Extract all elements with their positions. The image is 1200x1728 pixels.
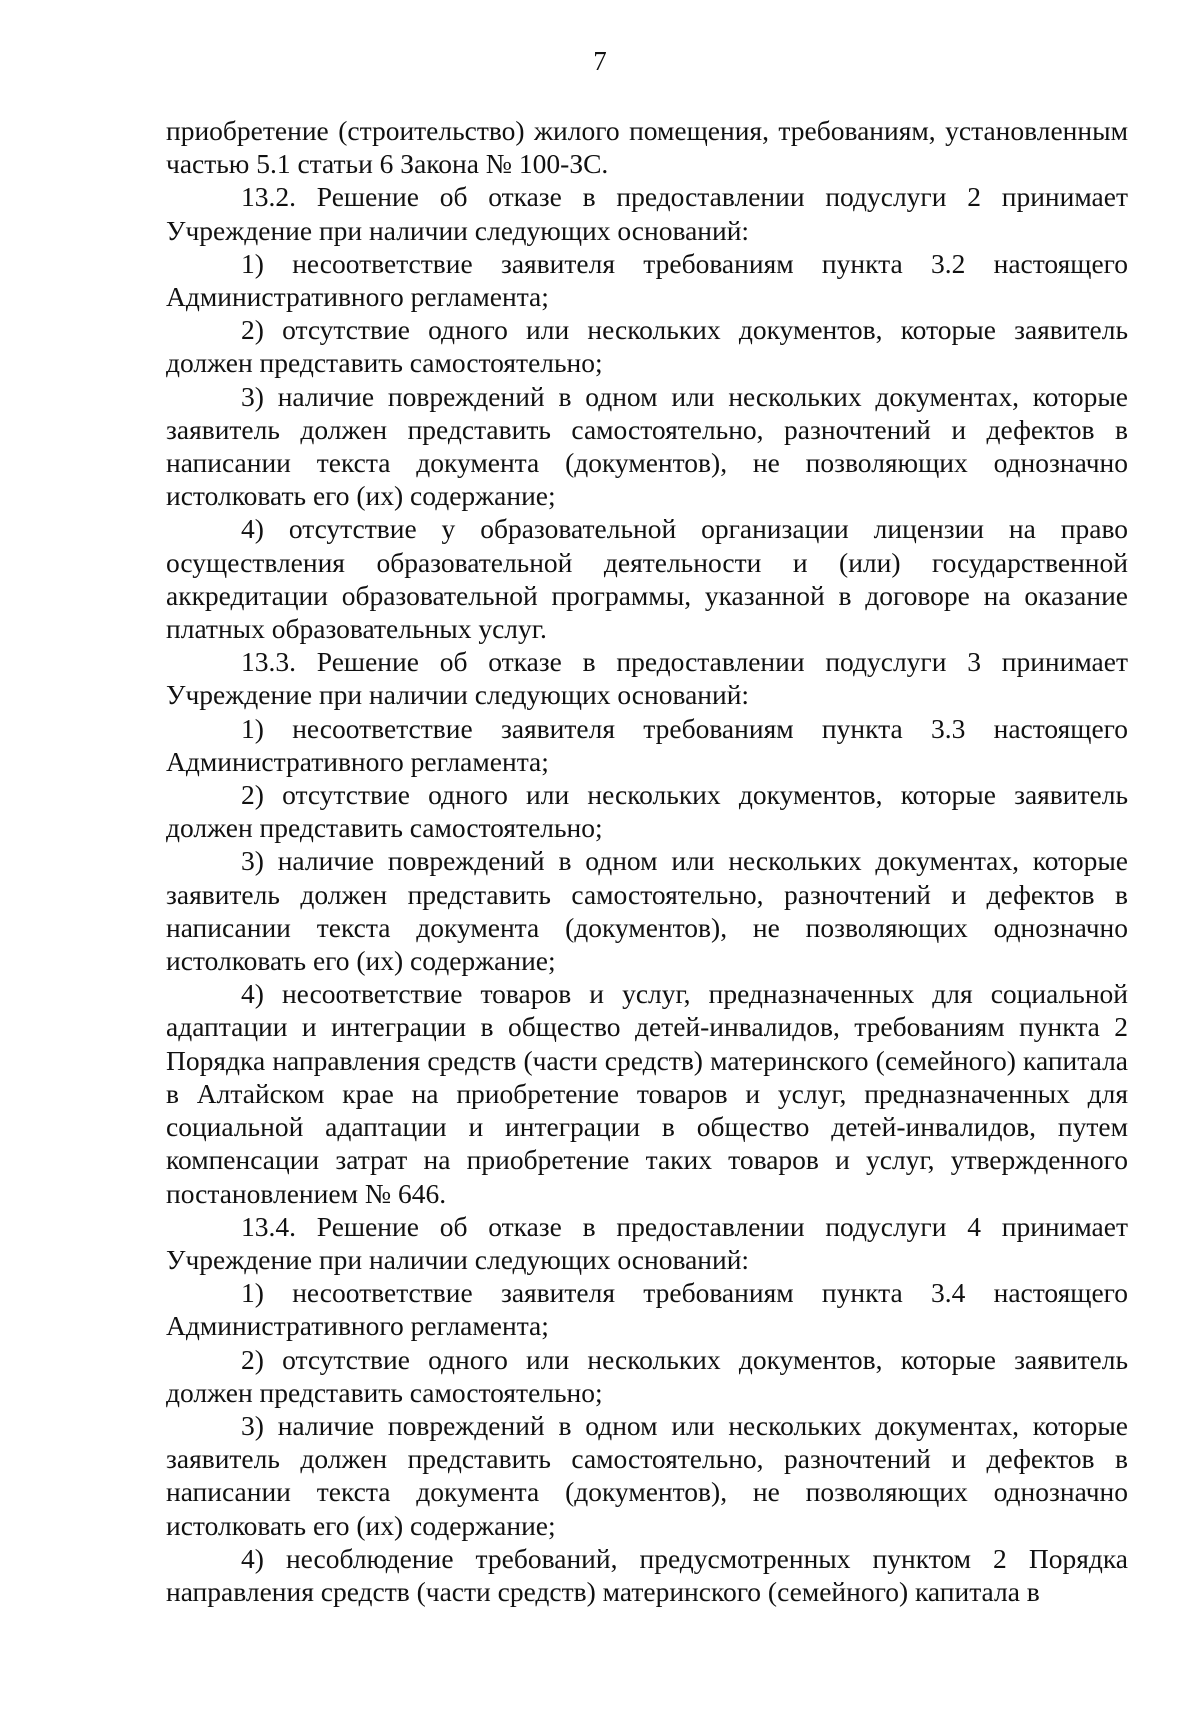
paragraph-13-3-item-1: 1) несоответствие заявителя требованиям пункта 3.3 настоящего Административного регламента; [166, 712, 1128, 777]
paragraph-13-4-item-2: 2) отсутствие одного или нескольких документов, которые заявитель должен представить самостоятельно; [166, 1343, 1128, 1408]
paragraph-13-3-item-3: 3) наличие повреждений в одном или нескольких документах, которые заявитель должен представить самостоятельно, разночтений и дефектов в написании текста документа (документов), не позволяющих однозначно истолковать его (их) содержание; [166, 845, 1128, 977]
paragraph-13-4-item-4: 4) несоблюдение требований, предусмотренных пунктом 2 Порядка направления средств (части средств) материнского (семейного) капитала в [166, 1542, 1128, 1607]
paragraph-13-3-item-4: 4) несоответствие товаров и услуг, предназначенных для социальной адаптации и интеграции в общество детей-инвалидов, требованиям пункта 2 Порядка направления средств (части средств) материнского (семейного) капитала в Алтайском крае на приобретение товаров и услуг, предназначенных для социальной адаптации и интеграции в общество детей-инвалидов, путем компенсации затрат на приобретение таких товаров и услуг, утвержденного постановлением № 646. [166, 978, 1128, 1209]
paragraph-13-4-item-3: 3) наличие повреждений в одном или нескольких документах, которые заявитель должен представить самостоятельно, разночтений и дефектов в написании текста документа (документов), не позволяющих однозначно истолковать его (их) содержание; [166, 1409, 1128, 1541]
paragraph-continuation: приобретение (строительство) жилого помещения, требованиям, установленным частью 5.1 статьи 6 Закона № 100-ЗС. [166, 115, 1128, 180]
paragraph-13-4-item-1: 1) несоответствие заявителя требованиям пункта 3.4 настоящего Административного регламента; [166, 1277, 1128, 1342]
paragraph-13-2-item-1: 1) несоответствие заявителя требованиям пункта 3.2 настоящего Административного регламента; [166, 247, 1128, 313]
paragraph-13-2-item-2: 2) отсутствие одного или нескольких документов, которые заявитель должен представить самостоятельно; [166, 314, 1128, 379]
document-body [166, 114, 1128, 1608]
paragraph-13-2-heading: 13.2. Решение об отказе в предоставлении подуслуги 2 принимает Учреждение при наличии следующих оснований: [166, 181, 1128, 246]
paragraph-13-4-heading: 13.4. Решение об отказе в предоставлении подуслуги 4 принимает Учреждение при наличии следующих оснований: [166, 1210, 1128, 1275]
paragraph-13-2-item-4: 4) отсутствие у образовательной организации лицензии на право осуществления образовательной деятельности и (или) государственной аккредитации образовательной программы, указанной в договоре на оказание платных образовательных услуг. [166, 513, 1128, 645]
page-number: 7 [593, 46, 607, 76]
paragraph-13-3-item-2: 2) отсутствие одного или нескольких документов, которые заявитель должен представить самостоятельно; [166, 779, 1128, 844]
paragraph-13-3-heading: 13.3. Решение об отказе в предоставлении подуслуги 3 принимает Учреждение при наличии следующих оснований: [166, 646, 1128, 711]
paragraph-13-2-item-3: 3) наличие повреждений в одном или нескольких документах, которые заявитель должен представить самостоятельно, разночтений и дефектов в написании текста документа (документов), не позволяющих однозначно истолковать его (их) содержание; [166, 380, 1128, 512]
